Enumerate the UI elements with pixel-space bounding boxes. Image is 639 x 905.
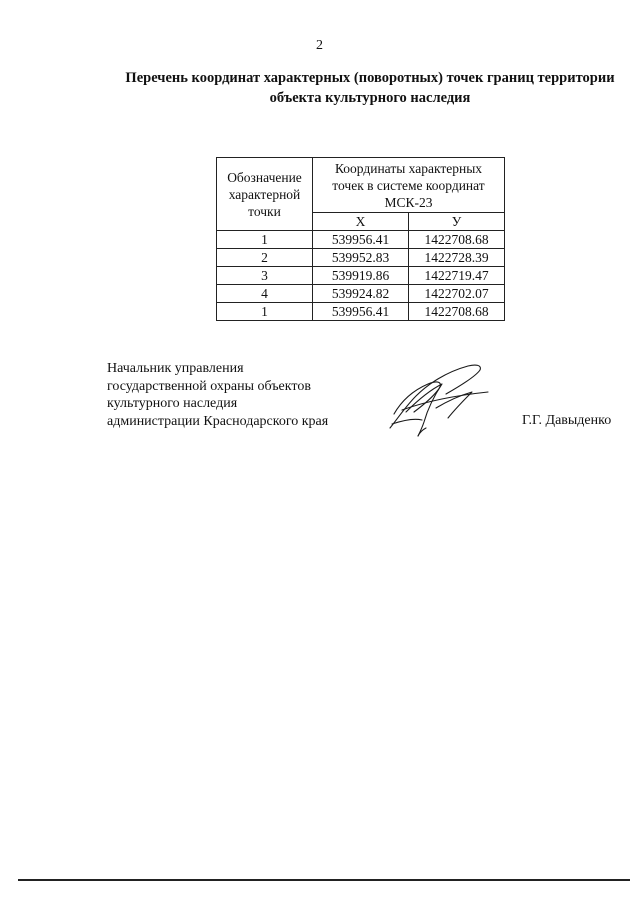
signatory-position-line: Начальник управления bbox=[107, 361, 244, 376]
cell-y: 1422728.39 bbox=[409, 249, 505, 267]
cell-point: 1 bbox=[217, 231, 313, 249]
cell-point: 1 bbox=[217, 303, 313, 321]
cell-x: 539956.41 bbox=[313, 231, 409, 249]
cell-x: 539924.82 bbox=[313, 285, 409, 303]
cell-y: 1422708.68 bbox=[409, 231, 505, 249]
header-y: У bbox=[409, 213, 505, 231]
cell-y: 1422719.47 bbox=[409, 267, 505, 285]
table-row bbox=[217, 303, 505, 321]
signatory-name: Г.Г. Давыденко bbox=[522, 413, 612, 428]
table-row bbox=[217, 249, 505, 267]
cell-point: 2 bbox=[217, 249, 313, 267]
header-x: Х bbox=[313, 213, 409, 231]
coordinates-table bbox=[216, 157, 505, 321]
header-coordinates-line: Координаты характерных bbox=[334, 160, 483, 176]
signatory-position bbox=[107, 360, 328, 430]
header-point-designation bbox=[217, 158, 313, 231]
table-row bbox=[217, 285, 505, 303]
cell-point: 3 bbox=[217, 267, 313, 285]
header-coordinates-line: точек в системе координат bbox=[332, 177, 485, 193]
header-point-line: точки bbox=[248, 203, 281, 219]
document-title-line-2: объекта культурного наследия bbox=[269, 90, 471, 106]
document-title bbox=[60, 68, 639, 108]
page-number: 2 bbox=[316, 38, 323, 53]
header-coordinates-line: МСК-23 bbox=[384, 194, 433, 210]
header-coordinates bbox=[313, 158, 505, 213]
signatory-position-line: культурного наследия bbox=[107, 396, 238, 411]
cell-x: 539952.83 bbox=[313, 249, 409, 267]
cell-x: 539919.86 bbox=[313, 267, 409, 285]
cell-y: 1422708.68 bbox=[409, 303, 505, 321]
table-row bbox=[217, 267, 505, 285]
cell-x: 539956.41 bbox=[313, 303, 409, 321]
cell-y: 1422702.07 bbox=[409, 285, 505, 303]
cell-point: 4 bbox=[217, 285, 313, 303]
document-title-line-1: Перечень координат характерных (поворотных) точек границ территории bbox=[125, 70, 615, 86]
header-point-line: Обозначение bbox=[227, 169, 302, 185]
table-row bbox=[217, 231, 505, 249]
handwritten-signature bbox=[384, 362, 494, 440]
signatory-position-line: государственной охраны объектов bbox=[107, 378, 311, 394]
header-point-line: характерной bbox=[228, 186, 301, 202]
footer-rule bbox=[18, 879, 630, 881]
signatory-position-line: администрации Краснодарского края bbox=[107, 413, 329, 429]
